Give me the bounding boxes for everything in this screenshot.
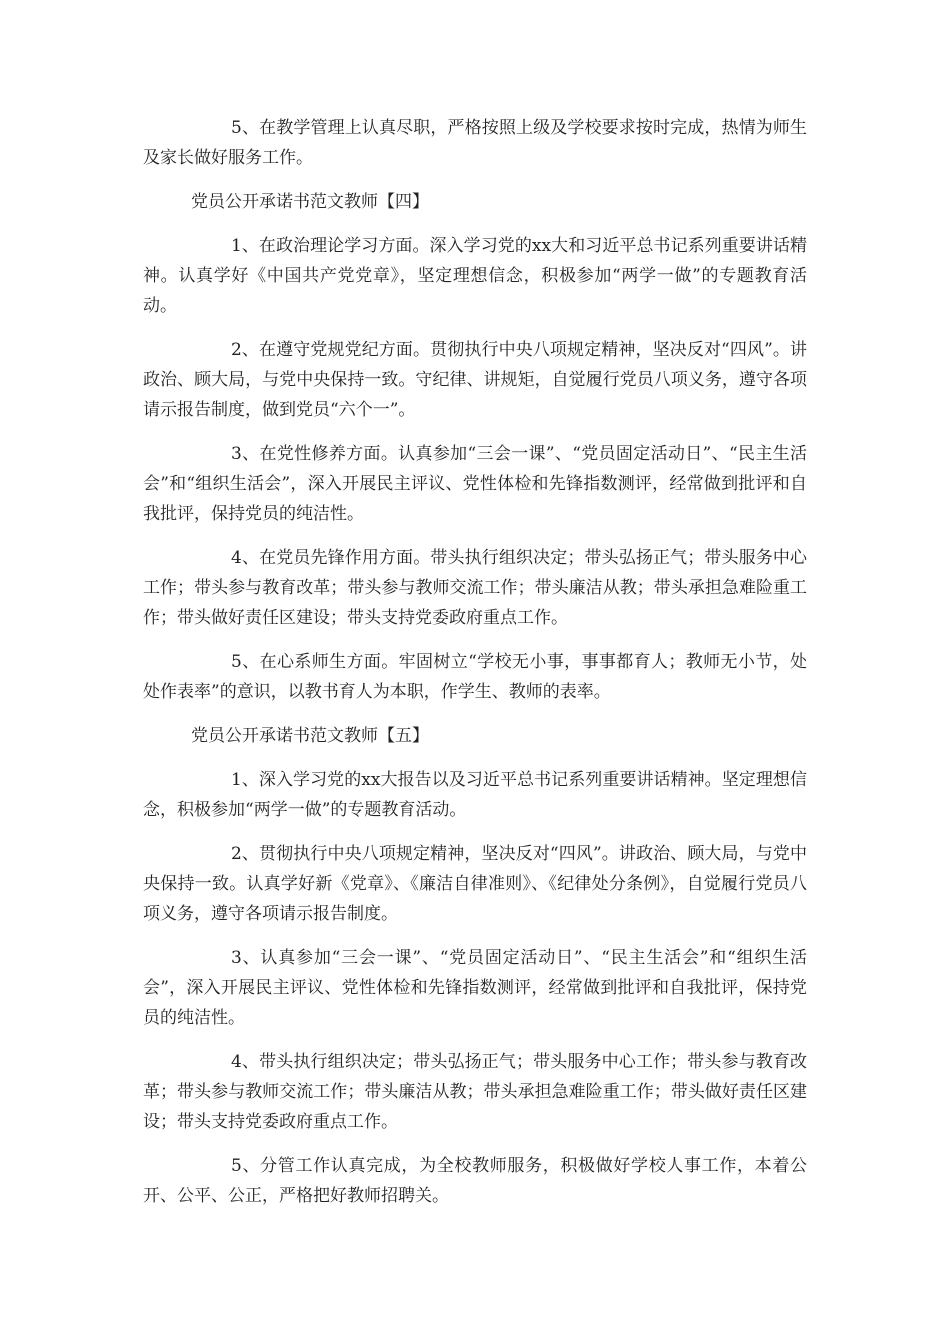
- paragraph-four-5: 5、在心系师生方面。牢固树立“学校无小事，事事都育人；教师无小节，处处作表率”的意识，以教书育人为本职，作学生、教师的表率。: [143, 652, 807, 702]
- paragraph-four-2: 2、在遵守党规党纪方面。贯彻执行中央八项规定精神，坚决反对“四风”。讲政治、顾大局，与党中央保持一致。守纪律、讲规矩，自觉履行党员八项义务，遵守各项请示报告制度，做到党员“六个一”。: [143, 340, 807, 420]
- paragraph-five-3: 3、认真参加“三会一课”、“党员固定活动日”、“民主生活会”和“组织生活会”，深入开展民主评议、党性体检和先锋指数测评，经常做到批评和自我批评，保持党员的纯洁性。: [143, 948, 807, 1028]
- paragraph-five-1: 1、深入学习党的xx大报告以及习近平总书记系列重要讲话精神。坚定理想信念，积极参加“两学一做”的专题教育活动。: [143, 770, 807, 820]
- section-heading-five: 党员公开承诺书范文教师【五】: [191, 726, 429, 746]
- paragraph-four-1: 1、在政治理论学习方面。深入学习党的xx大和习近平总书记系列重要讲话精神。认真学好《中国共产党党章》，坚定理想信念，积极参加“两学一做”的专题教育活动。: [143, 236, 807, 316]
- paragraph-five-2: 2、贯彻执行中央八项规定精神，坚决反对“四风”。讲政治、顾大局，与党中央保持一致。认真学好新《党章》、《廉洁自律准则》、《纪律处分条例》，自觉履行党员八项义务，遵守各项请示报告制度。: [143, 844, 807, 924]
- paragraph-four-4: 4、在党员先锋作用方面。带头执行组织决定；带头弘扬正气；带头服务中心工作；带头参与教育改革；带头参与教师交流工作；带头廉洁从教；带头承担急难险重工作；带头做好责任区建设；带头支持党委政府重点工作。: [143, 548, 807, 628]
- paragraph-five-5: 5、分管工作认真完成，为全校教师服务，积极做好学校人事工作，本着公开、公平、公正，严格把好教师招聘关。: [143, 1156, 807, 1206]
- paragraph-item-5-service: 5、在教学管理上认真尽职，严格按照上级及学校要求按时完成，热情为师生及家长做好服务工作。: [143, 118, 807, 168]
- section-heading-four: 党员公开承诺书范文教师【四】: [191, 192, 429, 212]
- paragraph-five-4: 4、带头执行组织决定；带头弘扬正气；带头服务中心工作；带头参与教育改革；带头参与教师交流工作；带头廉洁从教；带头承担急难险重工作；带头做好责任区建设；带头支持党委政府重点工作。: [143, 1052, 807, 1132]
- paragraph-four-3: 3、在党性修养方面。认真参加“三会一课”、“党员固定活动日”、“民主生活会”和“组织生活会”，深入开展民主评议、党性体检和先锋指数测评，经常做到批评和自我批评，保持党员的纯洁性。: [143, 444, 807, 524]
- document-body: [143, 113, 807, 1225]
